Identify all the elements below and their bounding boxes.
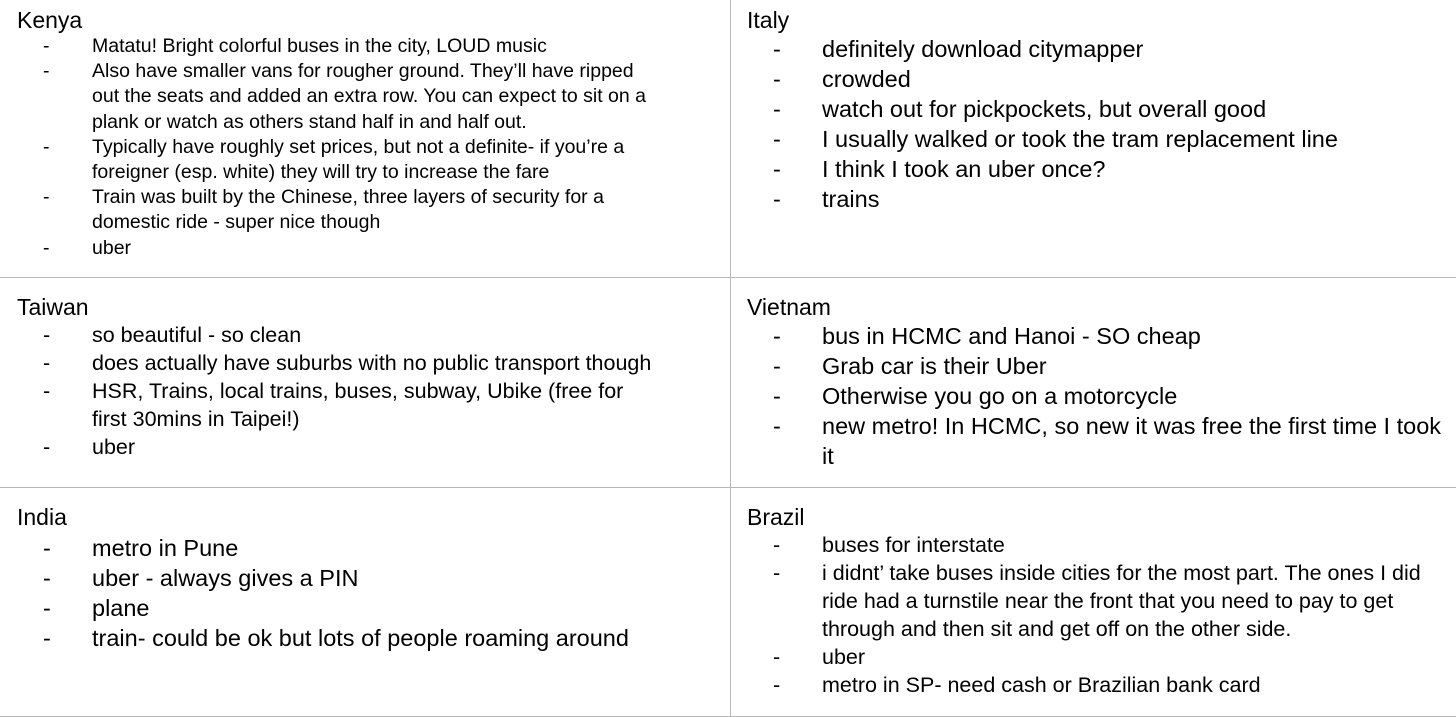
dash-bullet: -: [773, 156, 781, 182]
dash-bullet: -: [773, 383, 781, 409]
list-item-text: Train was built by the Chinese, three layers of security for a domestic ride - super nice though: [92, 186, 604, 234]
list-item: [17, 433, 657, 461]
dash-bullet: -: [43, 379, 51, 403]
country-heading: Kenya: [17, 7, 83, 33]
notes-list: [747, 34, 1447, 214]
list-item-text: uber - always gives a PIN: [92, 565, 359, 591]
cell-vietnam: [730, 288, 1456, 487]
notes-list: [17, 321, 657, 461]
dash-bullet: -: [43, 60, 50, 83]
list-item: [17, 135, 652, 185]
dash-bullet: -: [773, 673, 781, 697]
notes-list: [747, 531, 1456, 699]
list-item-text: I usually walked or took the tram replacement line: [822, 126, 1338, 152]
list-item-text: uber: [822, 645, 866, 669]
list-item-text: metro in SP- need cash or Brazilian bank card: [822, 673, 1261, 697]
list-item-text: bus in HCMC and Hanoi - SO cheap: [822, 323, 1201, 349]
cell-kenya: [0, 0, 730, 277]
dash-bullet: -: [773, 186, 781, 212]
cell-taiwan: [0, 288, 730, 487]
dash-bullet: -: [773, 323, 781, 349]
dash-bullet: -: [43, 186, 50, 209]
list-item: [17, 321, 657, 349]
list-item-text: definitely download citymapper: [822, 36, 1144, 62]
list-item: [747, 411, 1447, 471]
list-item-text: metro in Pune: [92, 535, 239, 561]
list-item: [17, 185, 652, 235]
list-item-text: Grab car is their Uber: [822, 353, 1047, 379]
cell-india: [0, 497, 730, 717]
list-item: [17, 563, 707, 593]
dash-bullet: -: [773, 533, 781, 557]
dash-bullet: -: [773, 36, 781, 62]
dash-bullet: -: [43, 35, 50, 57]
row-divider: [0, 277, 1456, 278]
dash-bullet: -: [43, 351, 51, 375]
dash-bullet: -: [773, 126, 781, 152]
list-item-text: does actually have suburbs with no public transport though: [92, 351, 652, 375]
list-item-text: Also have smaller vans for rougher ground. They’ll have ripped out the seats and added an extra row. You can expect to sit on a plank or watch as others stand half in and half out.: [92, 60, 646, 133]
dash-bullet: -: [773, 645, 781, 669]
dash-bullet: -: [773, 66, 781, 92]
list-item-text: watch out for pickpockets, but overall good: [822, 96, 1267, 122]
list-item: [17, 59, 652, 135]
list-item: [747, 643, 1456, 671]
dash-bullet: -: [43, 565, 51, 591]
notes-list: [17, 34, 652, 261]
list-item-text: HSR, Trains, local trains, buses, subway, Ubike (free for first 30mins in Taipei!): [92, 379, 624, 431]
list-item-text: buses for interstate: [822, 533, 1005, 557]
list-item: [17, 377, 657, 433]
dash-bullet: -: [773, 96, 781, 122]
dash-bullet: -: [43, 323, 51, 347]
column-divider: [730, 0, 731, 717]
list-item-text: I think I took an uber once?: [822, 156, 1106, 182]
dash-bullet: -: [773, 413, 781, 439]
dash-bullet: -: [43, 595, 51, 621]
list-item-text: new metro! In HCMC, so new it was free the first time I took it: [822, 413, 1442, 469]
list-item-text: plane: [92, 595, 150, 621]
list-item-text: train- could be ok but lots of people roaming around: [92, 625, 629, 651]
list-item-text: Otherwise you go on a motorcycle: [822, 383, 1178, 409]
list-item-text: Matatu! Bright colorful buses in the city, LOUD music: [92, 35, 547, 57]
cell-italy: [730, 0, 1456, 277]
notes-list: [747, 321, 1447, 471]
list-item: [747, 531, 1456, 559]
list-item: [747, 351, 1447, 381]
cell-brazil: [730, 497, 1456, 717]
list-item: [747, 94, 1447, 124]
list-item: [747, 154, 1447, 184]
country-heading: Brazil: [747, 504, 805, 530]
list-item: [747, 559, 1456, 643]
list-item-text: Typically have roughly set prices, but not a definite- if you’re a foreigner (esp. white) they will try to increase the fare: [92, 135, 625, 184]
dash-bullet: -: [43, 625, 51, 651]
list-item: [17, 533, 707, 563]
list-item-text: uber: [92, 435, 136, 459]
country-heading: Italy: [747, 7, 790, 33]
country-heading: Taiwan: [17, 294, 89, 320]
country-heading: Vietnam: [747, 294, 831, 320]
list-item: [747, 34, 1447, 64]
dash-bullet: -: [43, 135, 50, 158]
list-item: [747, 381, 1447, 411]
list-item: [747, 184, 1447, 214]
list-item: [17, 34, 652, 59]
list-item-text: uber: [92, 236, 132, 259]
country-heading: India: [17, 504, 67, 530]
list-item: [747, 671, 1456, 699]
dash-bullet: -: [773, 353, 781, 379]
dash-bullet: -: [43, 435, 51, 459]
list-item: [747, 64, 1447, 94]
dash-bullet: -: [43, 236, 50, 259]
list-item: [17, 236, 652, 261]
row-divider: [0, 487, 1456, 488]
dash-bullet: -: [43, 535, 51, 561]
list-item-text: crowded: [822, 66, 911, 92]
list-item-text: so beautiful - so clean: [92, 323, 302, 347]
list-item: [747, 321, 1447, 351]
list-item: [17, 623, 707, 653]
list-item-text: trains: [822, 186, 880, 212]
list-item-text: i didnt’ take buses inside cities for the most part. The ones I did ride had a turnstile near the front that you need to pay to get through and then sit and get off on the other side.: [822, 561, 1421, 641]
list-item: [17, 349, 657, 377]
notes-list: [17, 533, 707, 653]
list-item: [747, 124, 1447, 154]
dash-bullet: -: [773, 561, 781, 585]
list-item: [17, 593, 707, 623]
